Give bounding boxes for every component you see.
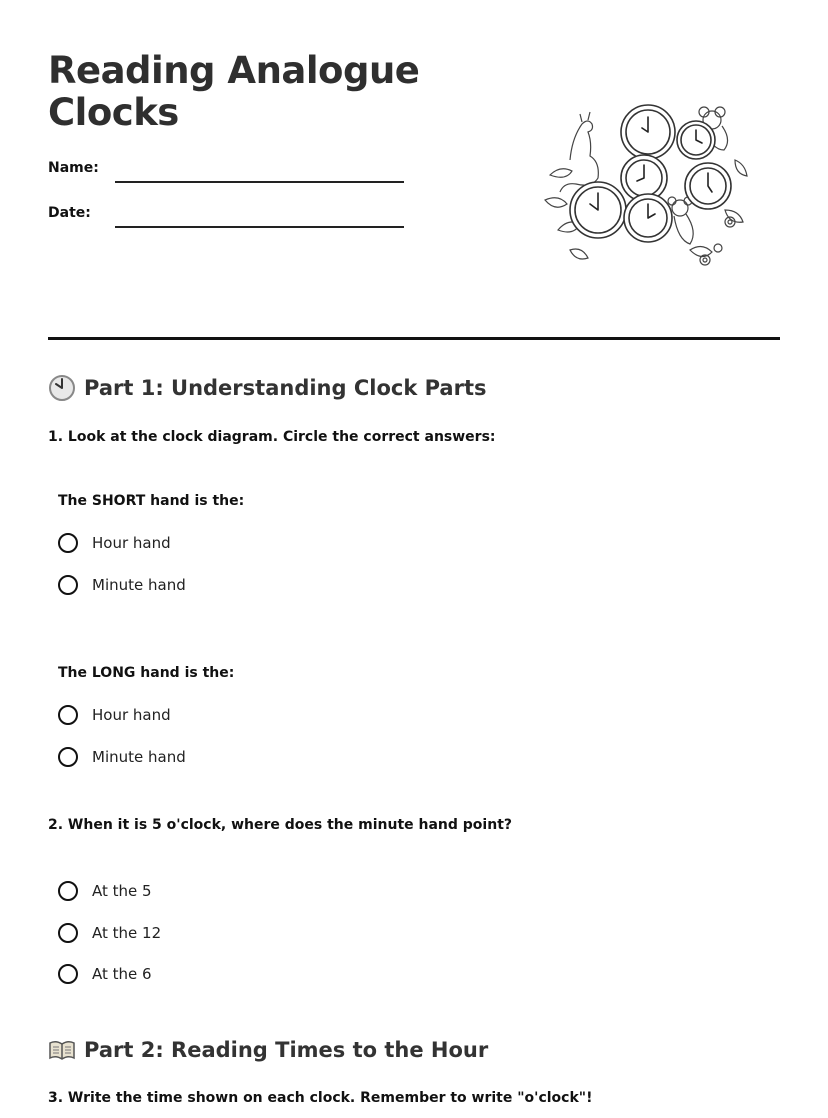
option-label: Hour hand [92, 706, 171, 724]
question-3: 3. Write the time shown on each clock. Remember to write "o'clock"! [48, 1090, 593, 1106]
short-hand-prompt: The SHORT hand is the: [58, 493, 245, 509]
page-title: Reading Analogue Clocks [48, 49, 420, 134]
option-label: At the 5 [92, 882, 152, 900]
part2-heading [48, 1036, 488, 1064]
option-long-hour[interactable] [58, 703, 171, 727]
clock-icon [48, 374, 76, 402]
option-q2-at-6[interactable] [58, 962, 152, 986]
option-label: Hour hand [92, 534, 171, 552]
option-label: Minute hand [92, 748, 186, 766]
option-short-minute[interactable] [58, 573, 186, 597]
part1-heading-text: Part 1: Understanding Clock Parts [84, 376, 487, 400]
radio-circle[interactable] [58, 705, 78, 725]
option-short-hour[interactable] [58, 531, 171, 555]
radio-circle[interactable] [58, 881, 78, 901]
radio-circle[interactable] [58, 533, 78, 553]
date-field[interactable] [115, 226, 404, 228]
radio-circle[interactable] [58, 747, 78, 767]
option-long-minute[interactable] [58, 745, 186, 769]
radio-circle[interactable] [58, 575, 78, 595]
open-book-icon [48, 1036, 76, 1064]
long-hand-prompt: The LONG hand is the: [58, 665, 235, 681]
question-1: 1. Look at the clock diagram. Circle the correct answers: [48, 429, 496, 445]
clocks-illustration [540, 100, 752, 275]
radio-circle[interactable] [58, 923, 78, 943]
name-label: Name: [48, 160, 99, 176]
option-label: At the 12 [92, 924, 162, 942]
part2-heading-text: Part 2: Reading Times to the Hour [84, 1038, 489, 1062]
option-label: At the 6 [92, 965, 152, 983]
option-q2-at-12[interactable] [58, 921, 161, 945]
date-label: Date: [48, 205, 91, 221]
option-q2-at-5[interactable] [58, 879, 152, 903]
question-2: 2. When it is 5 o'clock, where does the minute hand point? [48, 817, 513, 833]
part1-heading [48, 374, 487, 402]
section-divider [48, 337, 780, 340]
option-label: Minute hand [92, 576, 186, 594]
name-field[interactable] [115, 181, 404, 183]
radio-circle[interactable] [58, 964, 78, 984]
